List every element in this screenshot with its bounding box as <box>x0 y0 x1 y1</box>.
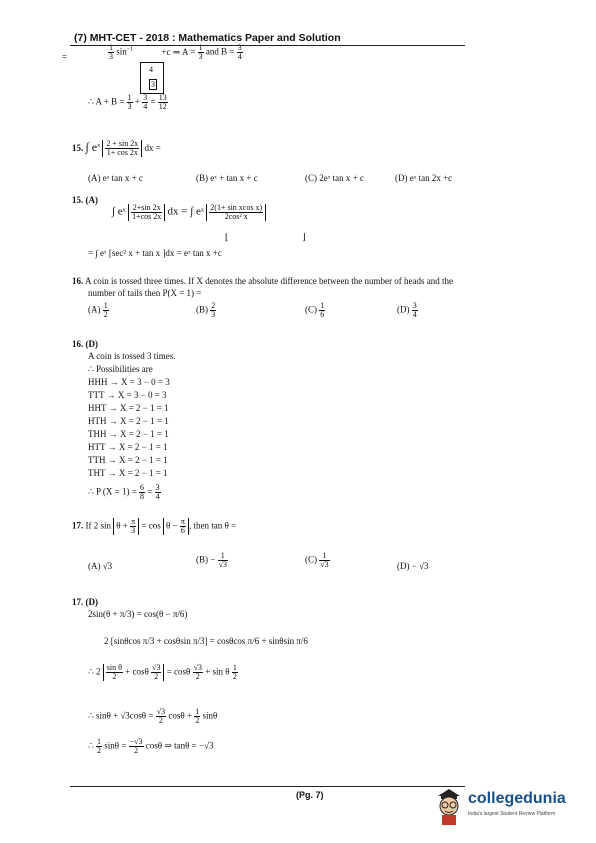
page-number: (Pg. 7) <box>296 790 324 800</box>
answer-16-row: HTH → X = 2 − 1 = 1 <box>88 416 169 426</box>
q17-option-d: (D) − √3 <box>397 561 429 571</box>
answer-15-bracket-marks: ⌊ <box>225 232 229 242</box>
q16-option-a: (A) $\frac{1}{2}$ <box>88 301 108 319</box>
answer-17-label: 17. (D) <box>72 597 98 607</box>
q17-option-a: (A) √3 <box>88 561 113 571</box>
question-16-line2: number of tails then P(X = 1) = <box>88 288 202 298</box>
question-17: 17. If 2 sin θ + $\frac{\pi}{3}$ = cos θ − $\frac{\pi}{6}$ , then tan θ = <box>72 517 237 535</box>
top-line1: $\frac{1}{3}$ $\sin^{-1} +c$ ⇒ A = $\frac{1}{3}$ and B = $\frac{3}{4}$ <box>109 43 242 61</box>
q16-option-b: (B) $\frac{2}{3}$ <box>196 301 216 319</box>
answer-16-intro: A coin is tossed 3 times. <box>88 351 176 361</box>
answer-15-line1: ∫ eˣ $\frac{2+\sin 2x}{1+\cos 2x}$ dx = ∫ eˣ $\frac{\text{2(1+ sin xcos x)}}{\text{2cos² x}}$ <box>112 204 266 221</box>
answer-16-row: HHT → X = 2 − 1 = 1 <box>88 403 169 413</box>
answer-15-line2: = ∫ eˣ [sec² x + tan x ]dx = eˣ tan x +c <box>88 248 222 258</box>
answer-16-probability: ∴ P (X = 1) = $\frac{6}{8}$ = $\frac{3}{4}$ <box>88 483 160 501</box>
footer-rule <box>70 786 465 787</box>
answer-16-label: 16. (D) <box>72 339 98 349</box>
question-15: 15. ∫ $e^x$ $\frac{2 + \sin 2x}{1+ \cos 2x}$ dx = <box>72 139 161 158</box>
answer-17-line2: 2 [sinθcos π/3 + cosθsin π/3] = cosθcos π/6 + sinθsin π/6 <box>104 636 308 646</box>
answer-17-line1: 2sin(θ + π/3) = cos(θ − π/6) <box>88 609 188 619</box>
brand-logo: collegedunia <box>468 790 566 807</box>
answer-16-row: HTT → X = 2 − 1 = 1 <box>88 442 168 452</box>
top-sum: ∴ A + B = $\frac{1}{3}$ + $\frac{3}{4}$ = $\frac{13}{12}$ <box>88 93 167 111</box>
answer-17-line5: ∴ $\frac{1}{2}$ sinθ = $\frac{-√3}{2}$ cosθ ⇒ tanθ = −√3 <box>88 737 214 755</box>
answer-15-label: 15. (A) <box>72 195 98 205</box>
q15-option-a: (A) eˣ tan x + c <box>88 173 143 183</box>
q15-option-d: (D) eˣ tan 2x +c <box>395 173 453 183</box>
q15-option-b: (B) eˣ + tan x + c <box>196 173 258 183</box>
answer-15-bracket-marks-right: ⌋ <box>302 232 306 242</box>
q16-option-d: (D) $\frac{3}{4}$ <box>397 301 417 319</box>
answer-16-row: TTT → X = 3 − 0 = 3 <box>88 390 167 400</box>
q15-option-c: (C) 2eˣ tan x + c <box>305 173 364 183</box>
question-16: 16. A coin is tossed three times. If X denotes the absolute difference between the number of heads and the <box>72 276 453 286</box>
top-nested-bracket: 4 3 <box>140 62 164 94</box>
q17-option-b: (B) − $\frac{1}{√3}$ <box>196 551 227 569</box>
answer-16-row: TTH → X = 2 − 1 = 1 <box>88 455 168 465</box>
top-eq-sign: = <box>62 52 68 62</box>
answer-16-row: THT → X = 2 − 1 = 1 <box>88 468 168 478</box>
q16-option-c: (C) $\frac{1}{6}$ <box>305 301 325 319</box>
answer-17-line3: ∴ 2 $\frac{\text{sin θ}}{2}$ + cosθ $\frac{√3}{2}$ = cosθ $\frac{√3}{2}$ + sin θ $\frac{1}{2}$ <box>88 663 237 681</box>
answer-16-possibilities: ∴ Possibilities are <box>88 364 153 374</box>
brand-mascot-icon <box>432 786 466 826</box>
brand-tagline: India's largest Student Review Platform <box>468 811 556 817</box>
page-header-title: (7) MHT-CET - 2018 : Mathematics Paper and Solution <box>74 32 341 44</box>
q17-option-c: (C) $\frac{1}{√3}$ <box>305 551 329 569</box>
answer-17-line4: ∴ sinθ + √3cosθ = $\frac{√3}{2}$ cosθ + $\frac{1}{2}$ sinθ <box>88 707 218 725</box>
answer-16-row: HHH → X = 3 − 0 = 3 <box>88 377 170 387</box>
answer-16-row: THH → X = 2 − 1 = 1 <box>88 429 169 439</box>
